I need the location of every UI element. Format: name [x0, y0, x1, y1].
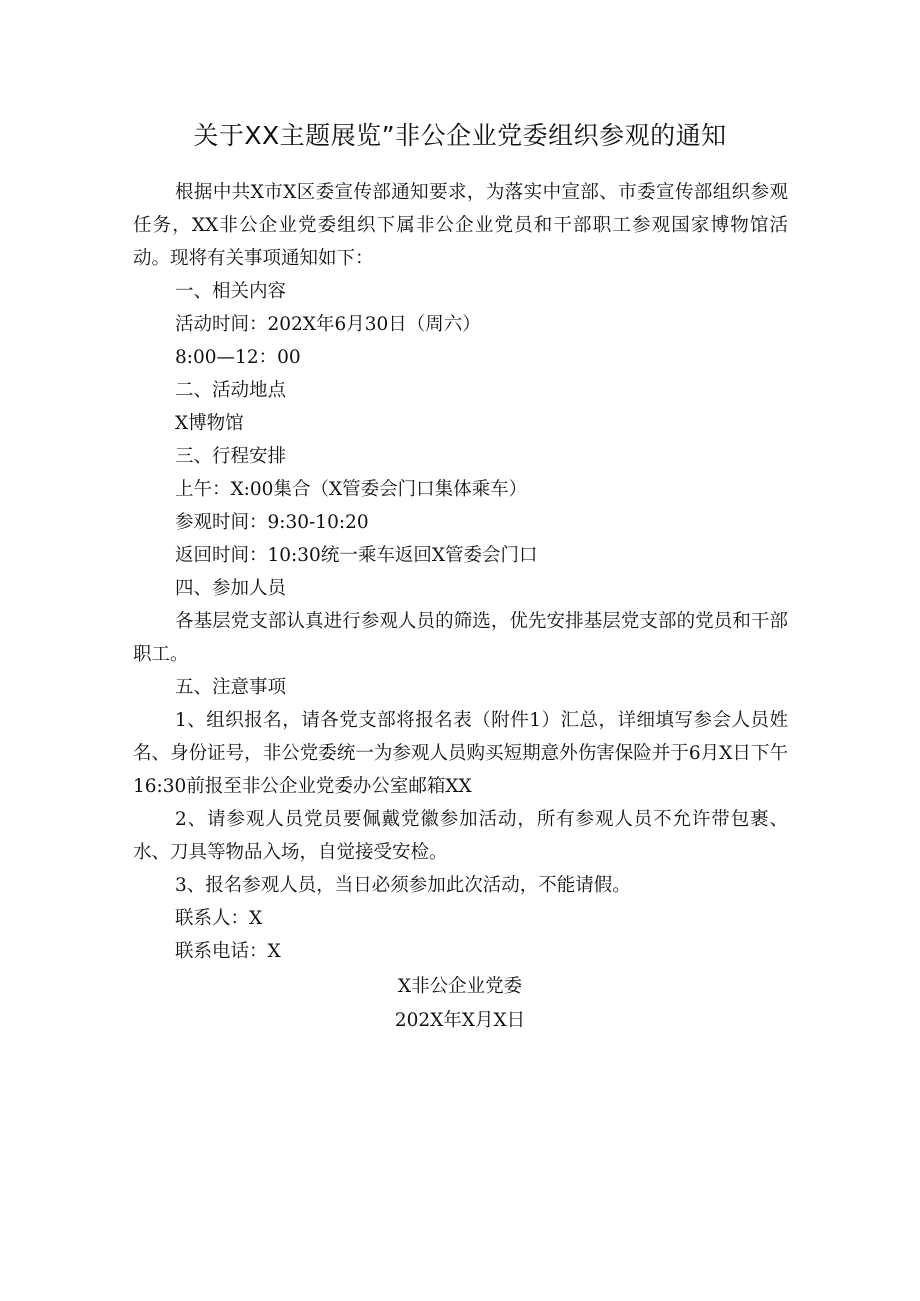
schedule-morning: 上午：X:00集合（X管委会门口集体乘车） [175, 479, 528, 500]
time-range: 8:00—12：00 [175, 347, 301, 368]
activity-time: 活动时间：202X年6月30日（周六） [175, 314, 481, 335]
note-3: 3、报名参观人员，当日必须参加此次活动，不能请假。 [175, 875, 631, 896]
intro-paragraph: 根据中共X市X区委宣传部通知要求，为落实中宣部、市委宣传部组织参观任务，XX非公企业党委组织下属非公企业党员和干部职工参观国家博物馆活动。现将有关事项通知如下： [133, 182, 788, 269]
note-2: 2、请参观人员党员要佩戴党徽参加活动，所有参观人员不允许带包裹、水、刀具等物品入场，自觉接受安检。 [133, 809, 788, 863]
section-heading-schedule: 三、行程安排 [175, 446, 287, 467]
schedule-visit-time: 参观时间：9:30-10:20 [175, 512, 369, 533]
section-heading-content: 一、相关内容 [175, 281, 287, 302]
signature-organization: X非公企业党委 [397, 976, 523, 997]
section-heading-location: 二、活动地点 [175, 380, 287, 401]
section-heading-participants: 四、参加人员 [175, 578, 287, 599]
participants-paragraph: 各基层党支部认真进行参观人员的筛选，优先安排基层党支部的党员和干部职工。 [133, 611, 788, 665]
contact-phone: 联系电话：X [175, 941, 281, 962]
signature-date: 202X年X月X日 [394, 1010, 526, 1031]
note-1: 1、组织报名，请各党支部将报名表（附件1）汇总，详细填写参会人员姓名、身份证号，非公党委统一为参观人员购买短期意外伤害保险并于6月X日下午16:30前报至非公企业党委办公室邮箱XX [133, 710, 788, 797]
contact-person: 联系人：X [175, 908, 263, 929]
document-title: 关于XX主题展览”非公企业党委组织参观的通知 [193, 121, 727, 150]
schedule-return-time: 返回时间：10:30统一乘车返回X管委会门口 [175, 545, 538, 566]
section-heading-notes: 五、注意事项 [175, 677, 287, 698]
document-body [133, 176, 788, 968]
location: X博物馆 [175, 413, 244, 434]
